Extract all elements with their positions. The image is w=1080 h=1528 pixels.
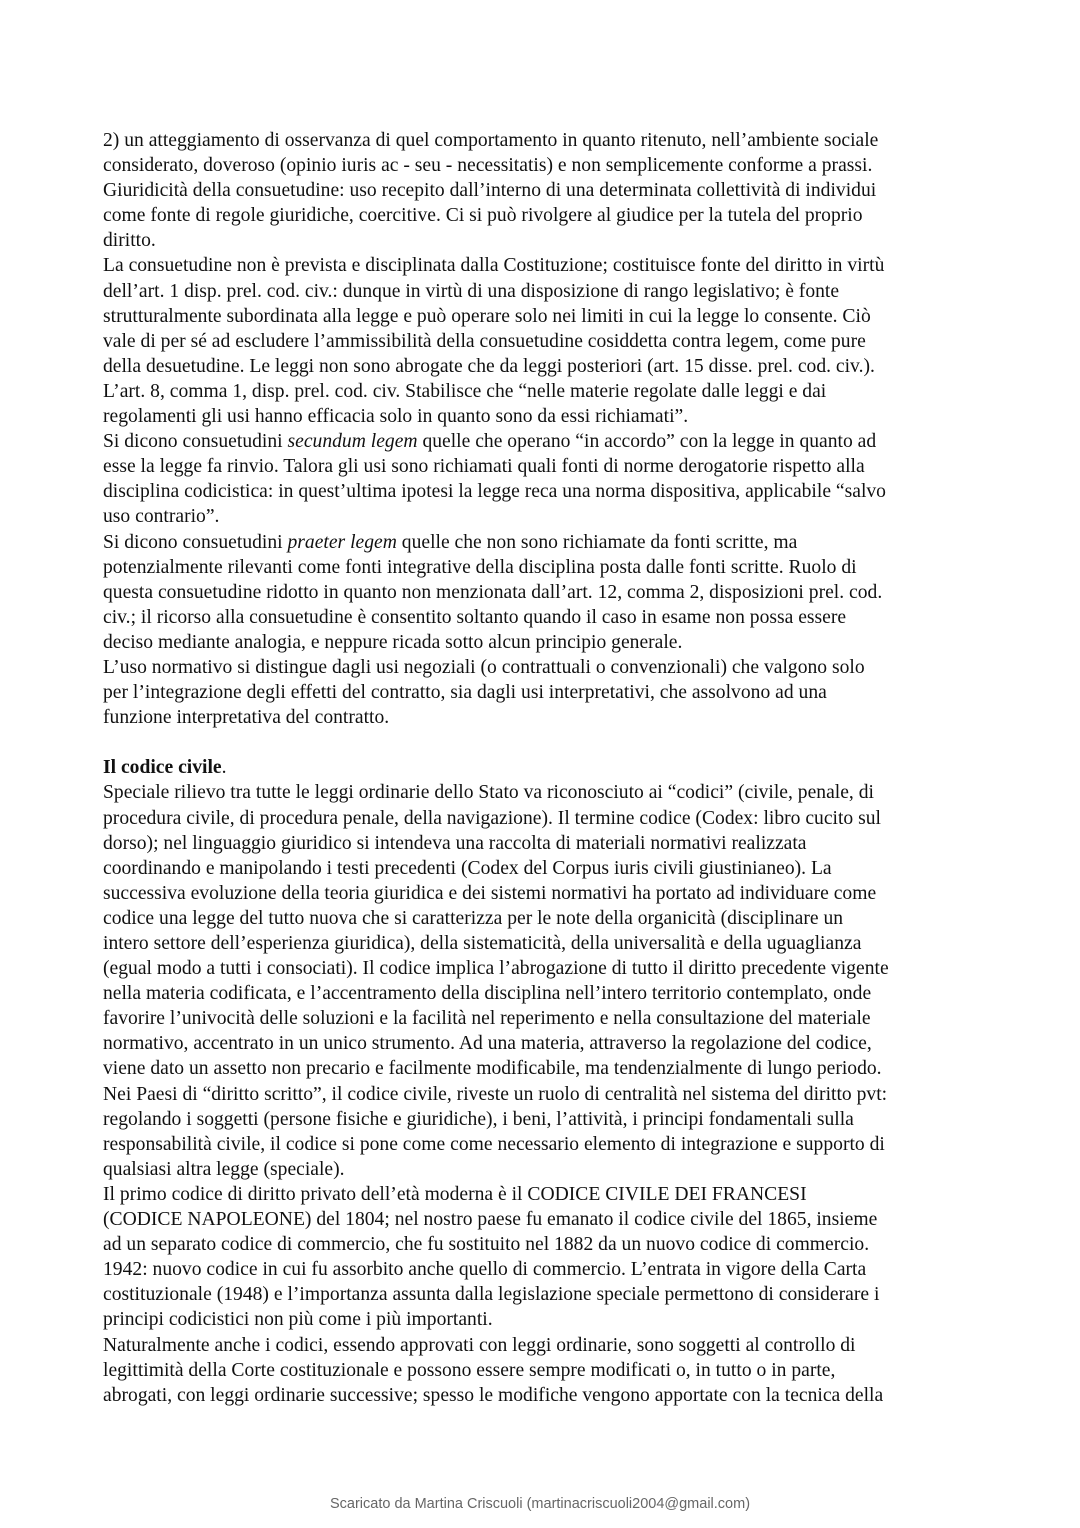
blank-line xyxy=(103,730,983,755)
text-segment: L’art. 8, comma 1, disp. prel. cod. civ. Stabilisce che “nelle materie regolate dalle leggi e dai xyxy=(103,380,827,402)
text-segment: Giuridicità della consuetudine: uso recepito dall’interno di una determinata collettività di individui xyxy=(103,180,877,202)
text-segment: esse la legge fa rinvio. Talora gli usi sono richiamati quali fonti di norme derogatorie rispetto alla xyxy=(103,456,865,478)
text-segment: intero settore dell’esperienza giuridica), della sistematicità, della universalità e della uguaglianza xyxy=(103,933,862,954)
text-segment: favorire l’univocità delle soluzioni e la facilità nel reperimento e nella consultazione del materiale xyxy=(103,1008,871,1030)
text-segment: come fonte di regole giuridiche, coercitive. Ci si può rivolgere al giudice per la tutela del proprio xyxy=(103,205,863,227)
text-segment: quelle che operano “in accordo” con la legge in quanto ad xyxy=(417,431,877,453)
text-line xyxy=(103,128,983,153)
text-segment: codice una legge del tutto nuova che si caratterizza per le note della organicità (disciplinare un xyxy=(103,907,844,929)
text-line xyxy=(103,931,983,956)
text-line xyxy=(103,680,983,705)
section-heading: Il codice civile xyxy=(103,757,222,779)
text-line xyxy=(103,1257,983,1282)
text-segment: 1942: nuovo codice in cui fu assorbito anche quello di commercio. L’entrata in vigore della Carta xyxy=(103,1259,867,1281)
text-segment: funzione interpretativa del contratto. xyxy=(103,707,390,729)
text-line xyxy=(103,454,983,479)
text-line xyxy=(103,203,983,228)
text-line xyxy=(103,1232,983,1257)
text-line xyxy=(103,404,983,429)
text-segment: La consuetudine non è prevista e disciplinata dalla Costituzione; costituisce fonte del diritto in virtù xyxy=(103,255,885,277)
text-segment: successiva evoluzione della teoria giuridica e dei sistemi normativi ha portato ad individuare come xyxy=(103,882,877,904)
text-segment: civ.; il ricorso alla consuetudine è consentito soltanto quando il caso in esame non possa essere xyxy=(103,606,847,628)
text-segment: responsabilità civile, il codice si pone come come necessario elemento di integrazione e supporto di xyxy=(103,1133,885,1155)
text-line xyxy=(103,1383,983,1408)
text-line xyxy=(103,881,983,906)
text-segment: questa consuetudine ridotto in quanto non menzionata dall’art. 12, comma 2, disposizioni prel. cod. xyxy=(103,581,883,603)
text-line xyxy=(103,630,983,655)
text-line xyxy=(103,1031,983,1056)
text-segment: normativo, accentrato in un unico strumento. Ad una materia, attraverso la regolazione del codice, xyxy=(103,1033,872,1055)
text-segment: della desuetudine. Le leggi non sono abrogate che da leggi posteriori (art. 15 disse. prel. cod. civ.). xyxy=(103,355,875,377)
text-segment: disciplina codicistica: in quest’ultima ipotesi la legge reca una norma dispositiva, applicabile “salvo xyxy=(103,481,886,503)
text-line xyxy=(103,831,983,856)
text-line xyxy=(103,379,983,404)
text-segment: regolando i soggetti (persone fisiche e giuridiche), i beni, l’attività, i principi fondamentali sulla xyxy=(103,1108,854,1130)
text-segment: per l’integrazione degli effetti del contratto, sia dagli usi interpretativi, che assolvono ad una xyxy=(103,682,827,704)
text-line xyxy=(103,1207,983,1232)
text-segment: Si dicono consuetudini xyxy=(103,431,288,453)
text-segment: dell’art. 1 disp. prel. cod. civ.: dunque in virtù di una disposizione di rango legislativo; è fonte xyxy=(103,280,840,302)
text-line xyxy=(103,906,983,931)
text-segment: dorso); nel linguaggio giuridico si intendeva una raccolta di materiali normativi realizzata xyxy=(103,832,807,854)
text-line xyxy=(103,755,983,780)
text-segment: 2) un atteggiamento di osservanza di quel comportamento in quanto ritenuto, nell’ambiente sociale xyxy=(103,130,879,151)
document-body xyxy=(103,128,983,1408)
text-segment: L’uso normativo si distingue dagli usi negoziali (o contrattuali o convenzionali) che valgono solo xyxy=(103,656,865,678)
text-segment: quelle che non sono richiamate da fonti scritte, ma xyxy=(396,531,798,553)
text-line xyxy=(103,655,983,680)
text-line xyxy=(103,1056,983,1081)
text-segment: diritto. xyxy=(103,230,156,252)
download-footer: Scaricato da Martina Criscuoli (martinacriscuoli2004@gmail.com) xyxy=(329,1496,751,1512)
text-segment: viene dato un assetto non precario e facilmente modificabile, ma tendenzialmente di lungo periodo. xyxy=(103,1058,882,1080)
text-segment: considerato, doveroso (opinio iuris ac - seu - necessitatis) e non semplicemente conforme a prassi. xyxy=(103,155,873,177)
text-line xyxy=(103,329,983,354)
text-segment: principi codicistici non più come i più importanti. xyxy=(103,1309,493,1331)
text-segment: Naturalmente anche i codici, essendo approvati con leggi ordinarie, sono soggetti al controllo di xyxy=(103,1334,856,1356)
text-line xyxy=(103,429,983,454)
text-segment: Speciale rilievo tra tutte le leggi ordinarie dello Stato va riconosciuto ai “codici” (civile, penale, di xyxy=(103,782,874,804)
text-segment: deciso mediante analogia, e neppure ricada sotto alcun principio generale. xyxy=(103,631,683,653)
text-line xyxy=(103,228,983,253)
text-line xyxy=(103,354,983,379)
text-line xyxy=(103,153,983,178)
text-segment: Nei Paesi di “diritto scritto”, il codice civile, riveste un ruolo di centralità nel sistema del diritto pvt: xyxy=(103,1083,888,1105)
text-segment: nella materia codificata, e l’accentramento della disciplina nell’intero territorio contemplato, onde xyxy=(103,983,872,1005)
text-line xyxy=(103,981,983,1006)
text-segment: (egual modo a tutti i consociati). Il codice implica l’abrogazione di tutto il diritto precedente vigente xyxy=(103,958,889,980)
text-line xyxy=(103,605,983,630)
text-line xyxy=(103,580,983,605)
text-line xyxy=(103,279,983,304)
text-segment: abrogati, con leggi ordinarie successive; spesso le modifiche vengono apportate con la tecnica della xyxy=(103,1384,884,1406)
text-line xyxy=(103,1006,983,1031)
text-segment: vale di per sé ad escludere l’ammissibilità della consuetudine cosiddetta contra legem, come pure xyxy=(103,330,866,352)
text-segment: . xyxy=(221,757,227,779)
text-line xyxy=(103,1082,983,1107)
text-segment: qualsiasi altra legge (speciale). xyxy=(103,1158,345,1180)
text-line xyxy=(103,178,983,203)
text-line xyxy=(103,806,983,831)
text-line xyxy=(103,1282,983,1307)
text-line xyxy=(103,780,983,805)
text-line xyxy=(103,530,983,555)
text-line xyxy=(103,555,983,580)
text-line xyxy=(103,1132,983,1157)
text-segment: legittimità della Corte costituzionale e possono essere sempre modificati o, in tutto o in parte, xyxy=(103,1359,836,1381)
text-segment: procedura civile, di procedura penale, della navigazione). Il termine codice (Codex: libro cucito sul xyxy=(103,807,881,829)
text-line xyxy=(103,1157,983,1182)
text-line xyxy=(103,304,983,329)
text-line xyxy=(103,1307,983,1332)
text-segment: Si dicono consuetudini xyxy=(103,531,288,553)
text-segment: costituzionale (1948) e l’importanza assunta dalla legislazione speciale permettono di considerare i xyxy=(103,1284,880,1306)
text-line xyxy=(103,479,983,504)
italic-term: secundum legem xyxy=(287,431,418,453)
text-line xyxy=(103,1182,983,1207)
text-segment: potenzialmente rilevanti come fonti integrative della disciplina posta dalle fonti scritte. Ruolo di xyxy=(103,556,857,578)
italic-term: praeter legem xyxy=(287,531,397,553)
text-segment: regolamenti gli usi hanno efficacia solo in quanto sono da essi richiamati”. xyxy=(103,406,689,428)
text-segment: coordinando e manipolando i testi precedenti (Codex del Corpus iuris civili giustinianeo). La xyxy=(103,857,832,879)
text-line xyxy=(103,956,983,981)
text-line xyxy=(103,504,983,529)
text-segment: Il primo codice di diritto privato dell’età moderna è il CODICE CIVILE DEI FRANCESI xyxy=(103,1183,807,1205)
text-segment: ad un separato codice di commercio, che fu sostituito nel 1882 da un nuovo codice di commercio. xyxy=(103,1234,870,1256)
text-line xyxy=(103,856,983,881)
text-line xyxy=(103,1107,983,1132)
text-line xyxy=(103,1333,983,1358)
text-line xyxy=(103,1358,983,1383)
text-segment: (CODICE NAPOLEONE) del 1804; nel nostro paese fu emanato il codice civile del 1865, insieme xyxy=(103,1209,878,1231)
text-line xyxy=(103,253,983,278)
text-segment: strutturalmente subordinata alla legge e può operare solo nei limiti in cui la legge lo consente. Ciò xyxy=(103,305,871,327)
text-segment: uso contrario”. xyxy=(103,506,220,528)
text-line xyxy=(103,705,983,730)
